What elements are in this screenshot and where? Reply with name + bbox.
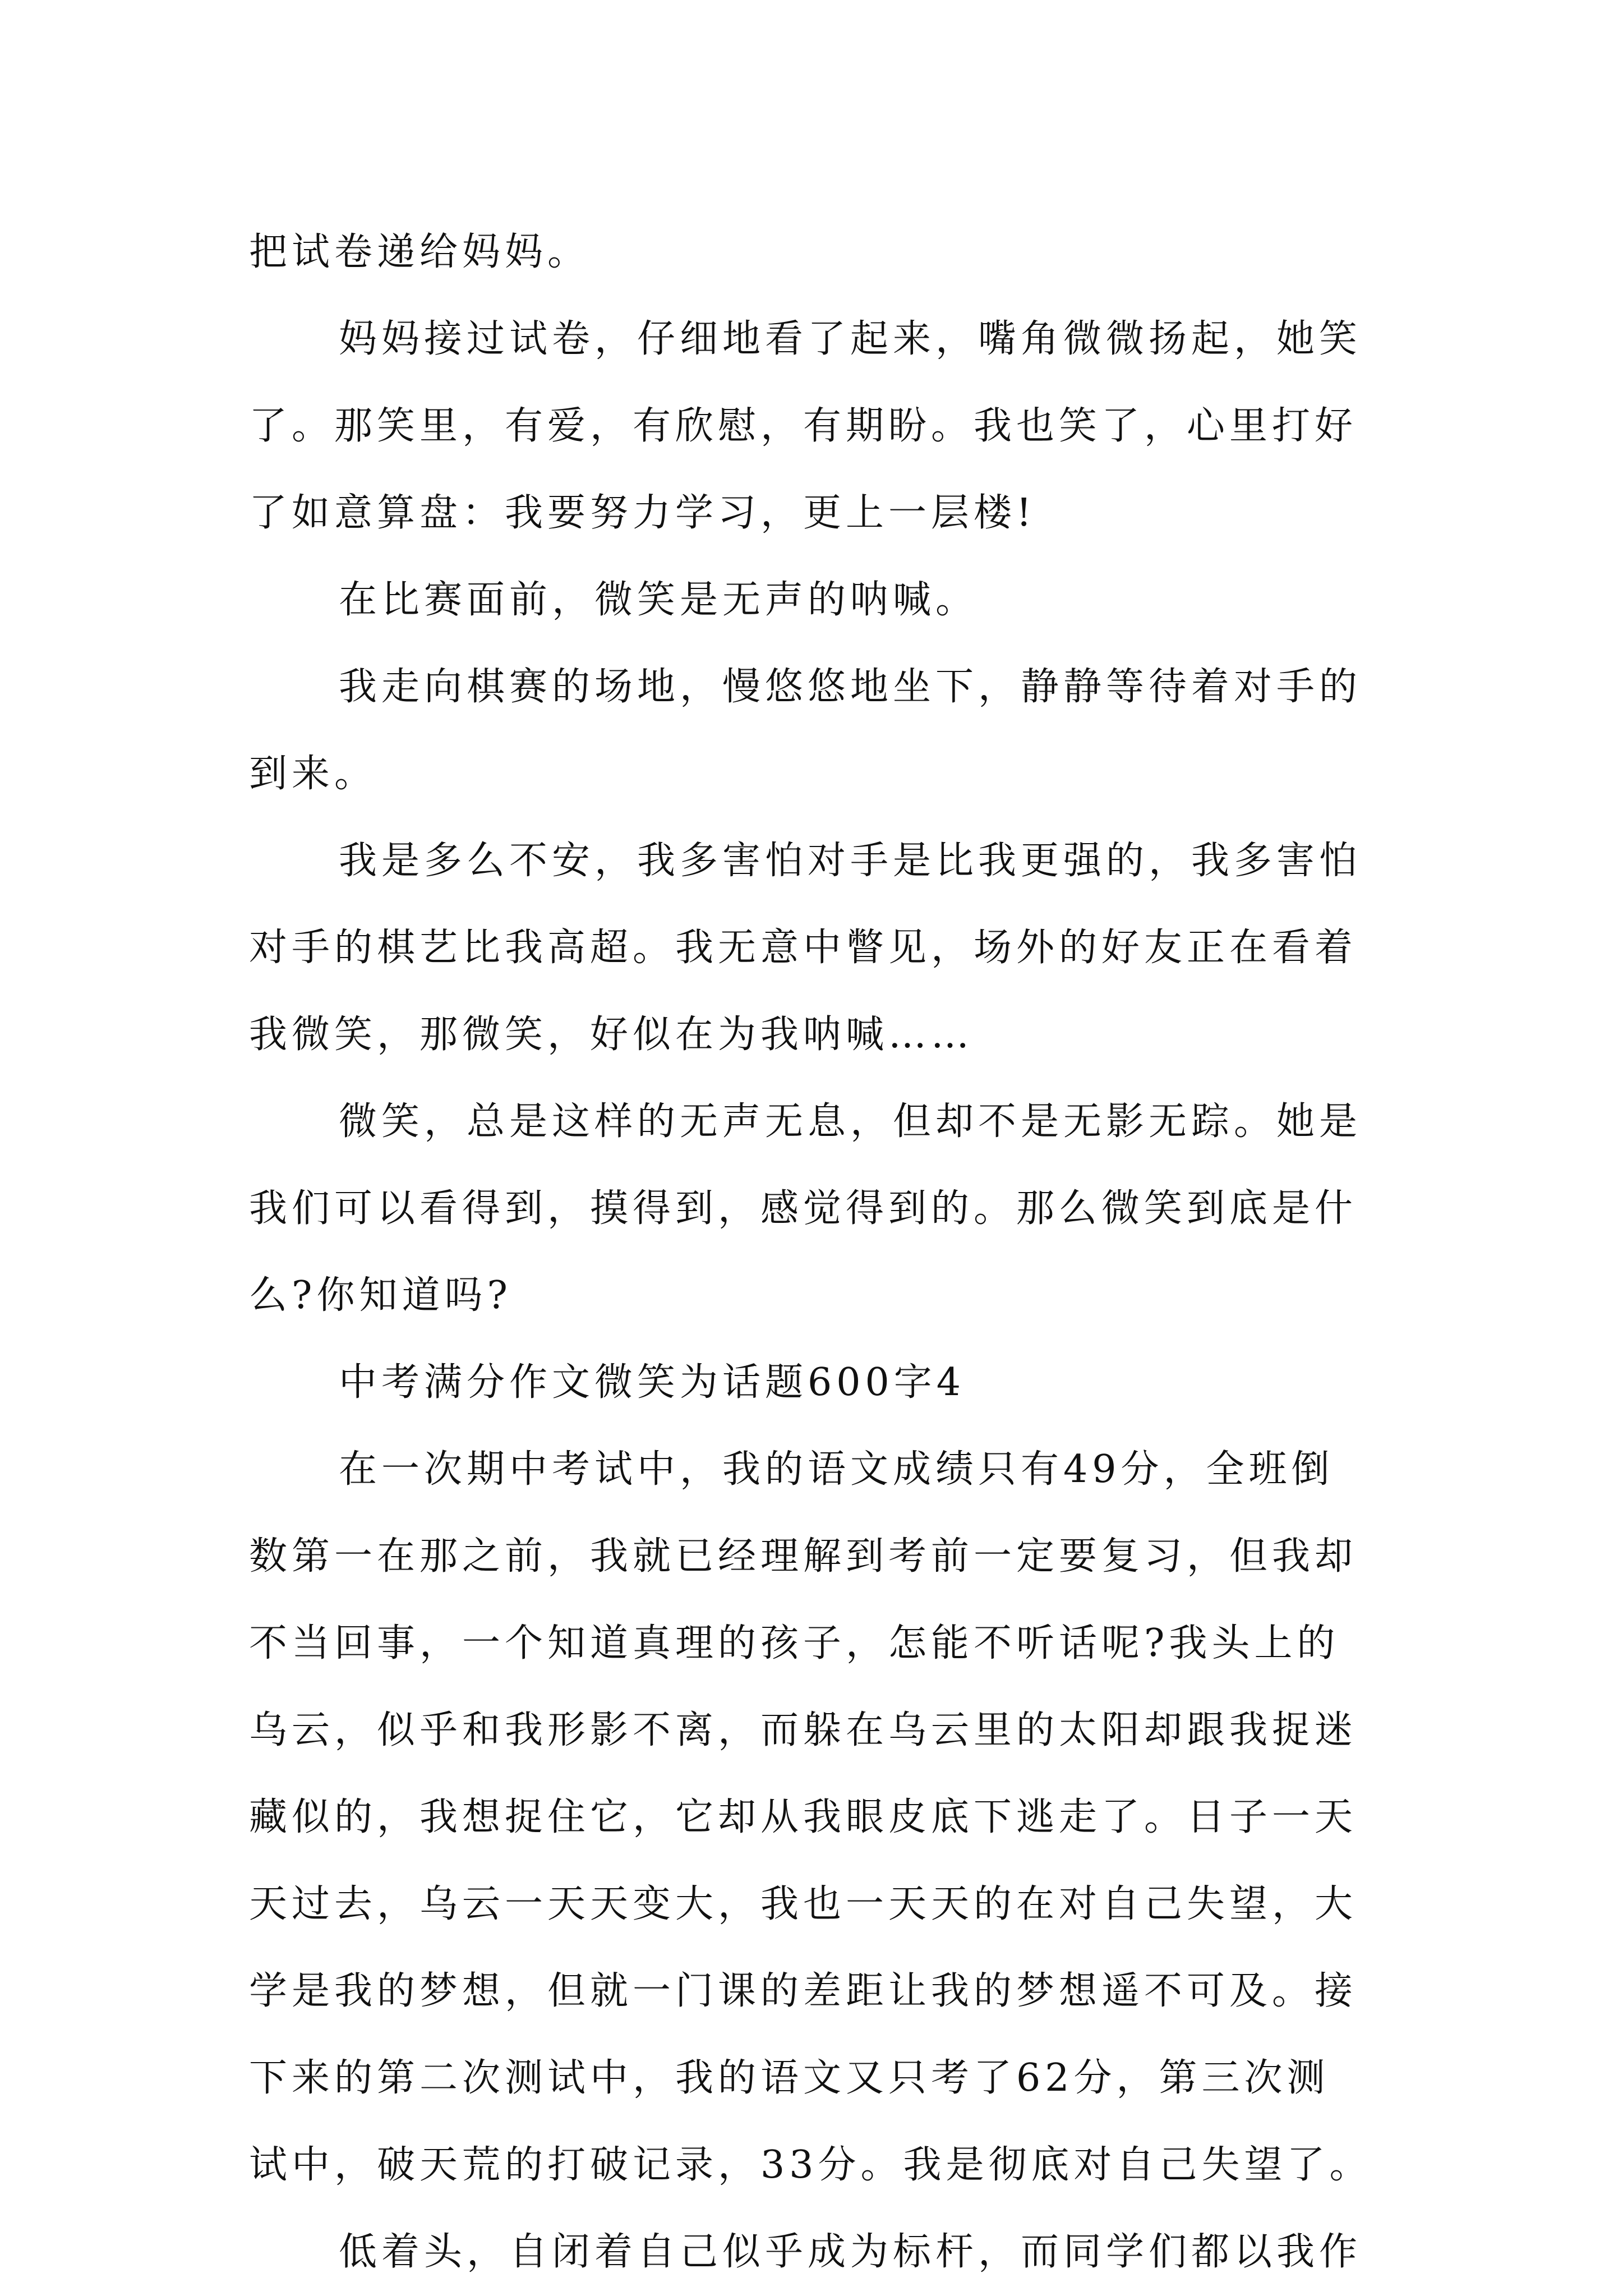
text-line: 我们可以看得到，摸得到，感觉得到的。那么微笑到底是什 <box>249 1186 1358 1231</box>
text-line: 到来。 <box>249 752 377 796</box>
text-line: 乌云，似乎和我形影不离，而躲在乌云里的太阳却跟我捉迷 <box>249 1708 1358 1752</box>
text-line: 对手的棋艺比我高超。我无意中瞥见，场外的好友正在看着 <box>249 926 1358 970</box>
text-line: 了如意算盘：我要努力学习，更上一层楼! <box>249 491 1036 535</box>
body-text <box>249 209 1387 2295</box>
paragraph-start-line: 微笑，总是这样的无声无息，但却不是无影无踪。她是 <box>339 1099 1362 1144</box>
text-line: 我微笑，那微笑，好似在为我呐喊…… <box>249 1013 974 1057</box>
text-line: 数第一在那之前，我就已经理解到考前一定要复习，但我却 <box>249 1534 1358 1579</box>
paragraph-start-line: 低着头，自闭着自己似乎成为标杆，而同学们都以我作 <box>339 2230 1362 2274</box>
text-line: 下来的第二次测试中，我的语文又只考了62分，第三次测 <box>249 2056 1330 2100</box>
text-line: 试中，破天荒的打破记录，33分。我是彻底对自己失望了。 <box>249 2143 1372 2187</box>
text-line: 了。那笑里，有爱，有欣慰，有期盼。我也笑了，心里打好 <box>249 404 1358 448</box>
text-line: 不当回事，一个知道真理的孩子，怎能不听话呢?我头上的 <box>249 1621 1340 1665</box>
text-line: 藏似的，我想捉住它，它却从我眼皮底下逃走了。日子一天 <box>249 1795 1358 1839</box>
paragraph-start-line: 妈妈接过试卷，仔细地看了起来，嘴角微微扬起，她笑 <box>339 317 1362 361</box>
text-line: 学是我的梦想，但就一门课的差距让我的梦想遥不可及。接 <box>249 1969 1358 2013</box>
section-heading: 中考满分作文微笑为话题600字4 <box>339 1360 966 1405</box>
text-line: 么?你知道吗? <box>249 1273 512 1318</box>
paragraph-start-line: 我是多么不安，我多害怕对手是比我更强的，我多害怕 <box>339 839 1362 883</box>
text-line: 把试卷递给妈妈。 <box>249 230 591 274</box>
paragraph-start-line: 在比赛面前，微笑是无声的呐喊。 <box>339 578 979 622</box>
paragraph-start-line: 在一次期中考试中，我的语文成绩只有49分，全班倒 <box>339 1447 1334 1492</box>
text-line: 天过去，乌云一天天变大，我也一天天的在对自己失望，大 <box>249 1882 1358 1926</box>
paragraph-start-line: 我走向棋赛的场地，慢悠悠地坐下，静静等待着对手的 <box>339 665 1362 709</box>
